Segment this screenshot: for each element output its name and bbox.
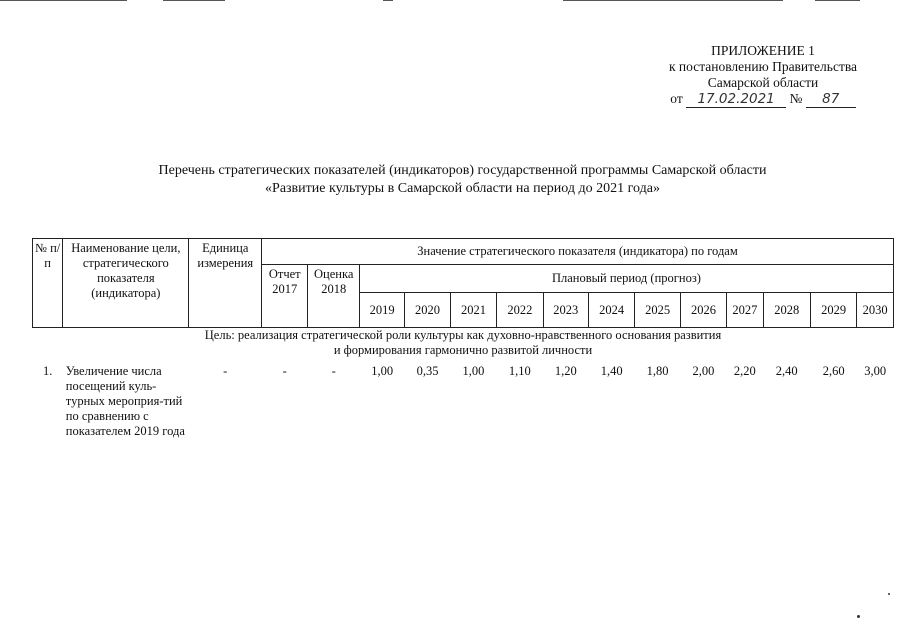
scan-edge-line: [0, 0, 127, 1]
row-report-2017: -: [282, 364, 287, 378]
indicators-table: [32, 238, 894, 439]
row-value: 1,10: [508, 364, 531, 378]
handwritten-number: 87: [806, 92, 856, 108]
row-value: 1,00: [371, 364, 394, 378]
row-number: 1.: [42, 364, 53, 378]
goal-text: [33, 328, 894, 365]
header-values-by-year: Значение стратегического показателя (индикатора) по годам: [262, 239, 894, 265]
header-year: 2022: [497, 293, 543, 328]
header-year: 2023: [543, 293, 588, 328]
appendix-line2: Самарской области: [707, 75, 819, 90]
scan-edge-line: [815, 0, 860, 1]
header-year: 2025: [635, 293, 680, 328]
header-year: 2028: [763, 293, 810, 328]
row-value: 2,00: [692, 364, 715, 378]
header-year: 2020: [405, 293, 450, 328]
header-year: 2021: [450, 293, 496, 328]
scan-edge-line: [163, 0, 225, 1]
row-value: 1,40: [600, 364, 623, 378]
row-estimate-2018: -: [331, 364, 336, 378]
header-year: 2029: [810, 293, 856, 328]
header-name: Наименование цели, стратегического показателя (индикатора): [63, 239, 189, 328]
from-label: от: [670, 91, 683, 106]
header-year: 2027: [727, 293, 763, 328]
appendix-title: ПРИЛОЖЕНИЕ 1: [711, 43, 815, 58]
header-planned-period: Плановый период (прогноз): [359, 265, 893, 293]
scan-speck: [888, 593, 890, 595]
appendix-line1: к постановлению Правительства: [668, 59, 858, 74]
header-year: 2030: [857, 293, 894, 328]
row-value: 0,35: [416, 364, 439, 378]
table-row: [33, 364, 894, 439]
goal-row: [33, 328, 894, 365]
document-title-line1: Перечень стратегических показателей (индикаторов) государственной программы Самарской области: [158, 163, 767, 178]
scan-edge-line: [563, 0, 783, 1]
row-value: 3,00: [864, 364, 887, 378]
goal-line1: Цель: реализация стратегической роли культуры как духовно-нравственного основания развития: [204, 328, 722, 342]
row-value: 1,20: [554, 364, 577, 378]
handwritten-date: 17.02.2021: [686, 92, 786, 108]
header-year: 2019: [359, 293, 404, 328]
header-num: № п/п: [33, 239, 63, 328]
row-unit: -: [223, 364, 228, 378]
document-title: [0, 162, 905, 198]
header-report-2017: Отчет 2017: [262, 265, 308, 328]
number-label: №: [789, 91, 803, 106]
row-value: 2,40: [775, 364, 798, 378]
row-value: 2,20: [733, 364, 756, 378]
header-unit: Единица измерения: [189, 239, 262, 328]
scan-edge-line: [383, 0, 393, 1]
scan-speck: [857, 615, 860, 618]
row-value: 1,80: [646, 364, 669, 378]
goal-line2: и формирования гармонично развитой личности: [333, 343, 593, 357]
row-value: 2,60: [822, 364, 845, 378]
row-value: 1,00: [462, 364, 485, 378]
appendix-block: [643, 43, 883, 108]
header-estimate-2018: Оценка 2018: [308, 265, 359, 328]
row-indicator-name: Увеличение числа посещений куль-турных мероприя-тий по сравнению с показателем 2019 года: [65, 364, 185, 438]
document-title-line2: «Развитие культуры в Самарской области на период до 2021 года»: [265, 181, 660, 196]
header-year: 2024: [588, 293, 634, 328]
header-year: 2026: [680, 293, 726, 328]
appendix-date-line: [643, 91, 883, 108]
